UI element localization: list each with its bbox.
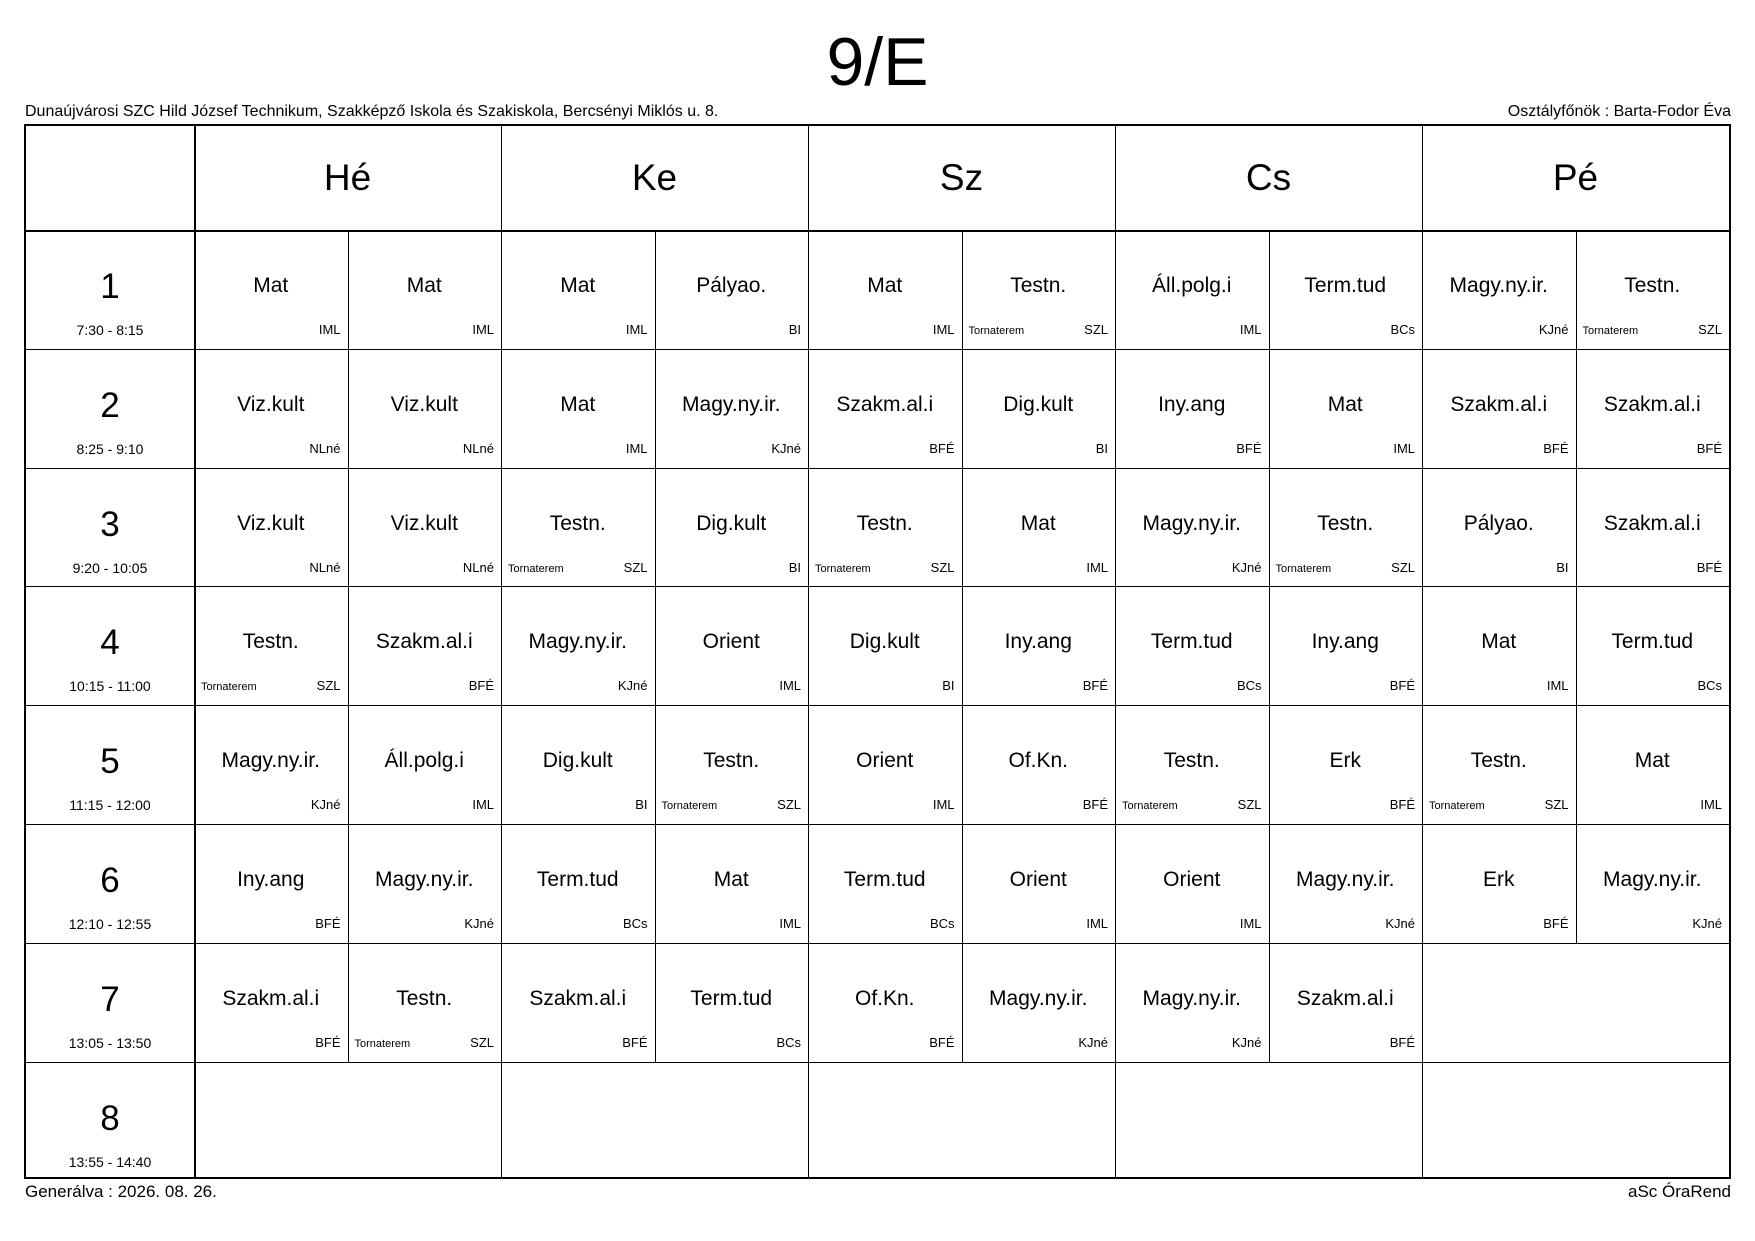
lesson-divider (1576, 468, 1577, 587)
lesson-subject: Szakm.al.i (375, 630, 473, 654)
lesson-teacher: BFÉ (1389, 797, 1415, 813)
lesson-divider (655, 943, 656, 1062)
class-title: 9/E (826, 24, 929, 100)
lesson-subject: Orient (1163, 868, 1221, 891)
day-header: Ke (631, 157, 678, 198)
lesson-cell (1269, 705, 1423, 824)
lesson-teacher: SZL (1544, 797, 1569, 813)
lesson-cell (1269, 349, 1423, 468)
period-time: 9:20 - 10:05 (72, 559, 148, 576)
lesson-divider (348, 230, 349, 349)
lesson-teacher: IML (1700, 797, 1722, 813)
lesson-teacher: BFÉ (315, 1034, 341, 1050)
lesson-cell (348, 824, 502, 943)
lesson-subject: Szakm.al.i (222, 986, 320, 1010)
lesson-subject: Term.tud (1611, 630, 1694, 654)
lesson-divider (655, 824, 656, 943)
period-time: 13:05 - 13:50 (68, 1034, 152, 1051)
lesson-cell (1269, 943, 1423, 1062)
period-time: 7:30 - 8:15 (76, 322, 144, 338)
school-name: Dunaújvárosi SZC Hild József Technikum, Szakképző Iskola és Szakiskola, Bercsényi Miklós u. 8. (25, 103, 719, 120)
lesson-cell (194, 349, 348, 468)
lesson-subject: Orient (1009, 868, 1067, 891)
lesson-divider (348, 468, 349, 587)
lesson-subject: Iny.ang (1311, 630, 1379, 654)
lesson-cell (808, 468, 962, 587)
lesson-subject: Testn. (396, 986, 453, 1010)
row-divider (26, 705, 1729, 706)
lesson-teacher: BI (1095, 440, 1108, 456)
lesson-teacher: KJné (1538, 322, 1569, 337)
lesson-teacher: BFÉ (1696, 559, 1722, 575)
lesson-subject: Term.tud (1150, 630, 1233, 654)
lesson-teacher: NLné (309, 440, 341, 456)
row-divider (26, 943, 1729, 944)
class-teacher: Osztályfőnök : Barta-Fodor Éva (1507, 103, 1731, 120)
lesson-cell (194, 468, 348, 587)
lesson-subject: Magy.ny.ir. (528, 630, 627, 654)
period-time: 10:15 - 11:00 (69, 678, 151, 695)
lesson-cell (655, 824, 809, 943)
lesson-divider (348, 705, 349, 824)
lesson-cell (962, 586, 1116, 705)
lesson-subject: Magy.ny.ir. (1603, 868, 1702, 891)
lesson-teacher: BFÉ (1236, 440, 1262, 456)
lesson-divider (1576, 824, 1577, 943)
lesson-subject: Testn. (1624, 274, 1681, 297)
lesson-divider (348, 586, 349, 705)
lesson-teacher: IML (779, 678, 801, 694)
lesson-subject: Mat (1020, 511, 1056, 535)
lesson-divider (1269, 468, 1270, 587)
lesson-teacher: KJné (1692, 916, 1722, 931)
lesson-teacher: IML (779, 916, 801, 931)
lesson-cell (194, 586, 348, 705)
lesson-teacher: BFÉ (929, 1034, 955, 1050)
lesson-teacher: BFÉ (1543, 916, 1569, 931)
lesson-subject: Szakm.al.i (1603, 511, 1701, 535)
row-divider (26, 349, 1729, 350)
lesson-cell (194, 824, 348, 943)
lesson-subject: Testn. (703, 749, 760, 773)
lesson-divider (348, 349, 349, 468)
period-number: 4 (100, 623, 120, 663)
lesson-subject: Mat (867, 274, 903, 297)
lesson-cell (1269, 824, 1423, 943)
day-divider (1422, 126, 1423, 1177)
lesson-room: Tornaterem (968, 325, 1025, 337)
lesson-cell (1422, 349, 1576, 468)
lesson-cell (348, 586, 502, 705)
lesson-cell (1269, 230, 1423, 349)
lesson-room: Tornaterem (354, 1037, 411, 1050)
lesson-cell (655, 230, 809, 349)
lesson-teacher: BCs (1390, 322, 1415, 337)
lesson-divider (1576, 230, 1577, 349)
timetable-grid (24, 124, 1731, 1179)
lesson-subject: Mat (253, 274, 289, 297)
lesson-subject: Magy.ny.ir. (1296, 868, 1395, 891)
lesson-subject: Of.Kn. (1008, 749, 1069, 773)
period-number: 2 (100, 385, 120, 425)
lesson-teacher: BFÉ (1696, 440, 1722, 456)
lesson-room: Tornaterem (1122, 800, 1178, 813)
lesson-subject: Testn. (1010, 274, 1067, 297)
lesson-teacher: KJné (464, 916, 494, 931)
lesson-cell (501, 824, 655, 943)
lesson-subject: Testn. (1163, 749, 1220, 773)
lesson-subject: Term.tud (1304, 274, 1387, 297)
period-number: 8 (100, 1098, 120, 1138)
lesson-cell (808, 349, 962, 468)
day-header: Sz (939, 157, 984, 198)
lesson-cell (1115, 586, 1269, 705)
lesson-subject: Pályao. (696, 274, 767, 297)
lesson-subject: Mat (1634, 749, 1670, 773)
lesson-cell (501, 230, 655, 349)
lesson-cell (1269, 468, 1423, 587)
row-divider (26, 1062, 1729, 1063)
period-time: 8:25 - 9:10 (76, 440, 144, 457)
lesson-divider (962, 468, 963, 587)
lesson-teacher: IML (1086, 559, 1108, 575)
lesson-teacher: IML (1546, 678, 1569, 694)
lesson-teacher: KJné (1385, 916, 1415, 931)
lesson-divider (962, 705, 963, 824)
lesson-teacher: IML (1239, 916, 1262, 931)
lesson-room: Tornaterem (1275, 562, 1332, 575)
lesson-teacher: IML (625, 440, 648, 456)
lesson-subject: Testn. (856, 511, 913, 535)
lesson-divider (655, 230, 656, 349)
lesson-teacher: BFÉ (1082, 678, 1108, 694)
lesson-cell (808, 705, 962, 824)
lesson-cell (808, 943, 962, 1062)
lesson-teacher: SZL (1237, 797, 1262, 813)
period-number: 7 (100, 979, 120, 1019)
lesson-cell (1115, 349, 1269, 468)
lesson-cell (1115, 468, 1269, 587)
lesson-divider (655, 349, 656, 468)
lesson-cell (655, 468, 809, 587)
lesson-subject: Magy.ny.ir. (989, 986, 1088, 1010)
lesson-cell (194, 705, 348, 824)
lesson-teacher: BCs (929, 916, 955, 931)
lesson-divider (1269, 824, 1270, 943)
lesson-teacher: NLné (462, 559, 494, 575)
lesson-cell (501, 586, 655, 705)
lesson-teacher: BI (1556, 559, 1569, 575)
day-divider (1115, 126, 1116, 1177)
lesson-cell (808, 586, 962, 705)
lesson-divider (962, 230, 963, 349)
lesson-cell (1115, 230, 1269, 349)
lesson-subject: Mat (1327, 392, 1363, 416)
lesson-cell (1422, 705, 1576, 824)
lesson-subject: Szakm.al.i (1450, 392, 1548, 416)
period-number: 1 (100, 267, 120, 306)
lesson-cell (808, 824, 962, 943)
lesson-subject: Viz.kult (237, 392, 305, 416)
lesson-teacher: SZL (777, 797, 801, 813)
lesson-subject: Testn. (242, 630, 299, 654)
lesson-cell (348, 943, 502, 1062)
lesson-divider (348, 824, 349, 943)
lesson-cell (655, 705, 809, 824)
lesson-teacher: BCs (622, 916, 648, 931)
day-header: Cs (1245, 157, 1292, 198)
lesson-teacher: SZL (470, 1034, 494, 1050)
period-number: 3 (100, 504, 120, 544)
lesson-teacher: NLné (309, 559, 341, 575)
lesson-subject: Testn. (1470, 749, 1527, 773)
lesson-subject: Iny.ang (237, 868, 305, 891)
lesson-subject: Iny.ang (1158, 392, 1226, 416)
lesson-cell (1576, 586, 1730, 705)
lesson-subject: Term.tud (843, 868, 926, 891)
period-time: 12:10 - 12:55 (68, 916, 152, 932)
lesson-cell (655, 349, 809, 468)
period-time: 13:55 - 14:40 (68, 1153, 152, 1170)
lesson-subject: Magy.ny.ir. (1449, 274, 1548, 297)
lesson-cell (348, 468, 502, 587)
lesson-divider (348, 943, 349, 1062)
lesson-subject: Mat (560, 392, 596, 416)
lesson-divider (962, 824, 963, 943)
lesson-cell (1422, 586, 1576, 705)
lesson-cell (1422, 824, 1576, 943)
lesson-teacher: KJné (771, 440, 801, 456)
lesson-teacher: BFÉ (468, 678, 494, 694)
lesson-subject: Viz.kult (390, 511, 458, 535)
lesson-teacher: NLné (462, 440, 494, 456)
lesson-divider (655, 468, 656, 587)
lesson-cell (194, 230, 348, 349)
lesson-teacher: BFÉ (1389, 678, 1415, 694)
lesson-room: Tornaterem (508, 562, 564, 575)
lesson-subject: Szakm.al.i (836, 392, 934, 416)
row-divider (26, 586, 1729, 587)
lesson-subject: Viz.kult (237, 511, 305, 535)
lesson-teacher: KJné (1078, 1034, 1108, 1050)
lesson-cell (962, 705, 1116, 824)
lesson-subject: Szakm.al.i (1296, 986, 1394, 1010)
lesson-subject: Magy.ny.ir. (682, 392, 781, 416)
lesson-divider (1269, 943, 1270, 1062)
lesson-subject: Orient (702, 630, 760, 654)
lesson-subject: Of.Kn. (854, 986, 915, 1010)
lesson-room: Tornaterem (1429, 800, 1485, 813)
lesson-teacher: BFÉ (1543, 440, 1569, 456)
lesson-teacher: SZL (623, 559, 648, 575)
lesson-cell (1115, 824, 1269, 943)
lesson-subject: Szakm.al.i (529, 986, 627, 1010)
lesson-teacher: IML (625, 322, 648, 337)
lesson-subject: Erk (1483, 868, 1515, 891)
lesson-subject: Term.tud (690, 986, 773, 1010)
lesson-teacher: KJné (1231, 1034, 1262, 1050)
lesson-cell (348, 705, 502, 824)
lesson-divider (1576, 705, 1577, 824)
lesson-cell (962, 468, 1116, 587)
lesson-cell (1576, 824, 1730, 943)
lesson-cell (1115, 943, 1269, 1062)
day-divider (501, 126, 502, 1177)
period-time: 11:15 - 12:00 (69, 797, 151, 814)
lesson-cell (962, 230, 1116, 349)
lesson-subject: Erk (1329, 749, 1361, 773)
lesson-subject: Mat (1481, 630, 1517, 654)
lesson-teacher: IML (1086, 916, 1108, 931)
lesson-subject: Mat (406, 274, 442, 297)
lesson-teacher: BCs (1697, 678, 1722, 694)
lesson-divider (655, 586, 656, 705)
lesson-cell (501, 705, 655, 824)
lesson-room: Tornaterem (201, 681, 257, 694)
lesson-cell (1115, 705, 1269, 824)
lesson-teacher: IML (932, 322, 955, 337)
lesson-cell (808, 230, 962, 349)
lesson-teacher: IML (472, 797, 494, 813)
lesson-teacher: BFÉ (315, 916, 341, 931)
lesson-teacher: BFÉ (1389, 1034, 1415, 1050)
lesson-subject: Viz.kult (390, 392, 458, 416)
lesson-teacher: KJné (310, 797, 341, 813)
period-number: 5 (100, 742, 120, 782)
lesson-teacher: SZL (1084, 322, 1108, 337)
lesson-teacher: SZL (316, 678, 341, 694)
lesson-cell (501, 943, 655, 1062)
header-divider (26, 230, 1729, 232)
lesson-teacher: IML (932, 797, 955, 813)
lesson-room: Tornaterem (815, 562, 871, 575)
day-header: Hé (323, 157, 372, 198)
lesson-divider (1576, 586, 1577, 705)
lesson-divider (962, 943, 963, 1062)
lesson-teacher: BCs (776, 1034, 801, 1050)
lesson-teacher: IML (1393, 440, 1415, 456)
lesson-teacher: SZL (1698, 322, 1722, 337)
lesson-cell (1576, 230, 1730, 349)
lesson-cell (194, 943, 348, 1062)
lesson-subject: Testn. (1317, 511, 1374, 535)
lesson-subject: Magy.ny.ir. (1142, 511, 1241, 535)
lesson-teacher: KJné (617, 678, 648, 694)
lesson-cell (1576, 705, 1730, 824)
period-column-divider (194, 126, 196, 1177)
lesson-teacher: BI (635, 797, 648, 813)
lesson-divider (1269, 705, 1270, 824)
lesson-subject: Áll.polg.i (384, 749, 464, 773)
row-divider (26, 468, 1729, 469)
lesson-teacher: IML (472, 322, 494, 337)
lesson-teacher: BI (788, 322, 801, 337)
period-number: 6 (100, 861, 120, 900)
lesson-subject: Szakm.al.i (1603, 392, 1701, 416)
generated-date: Generálva : 2026. 08. 26. (25, 1182, 217, 1201)
lesson-divider (1269, 586, 1270, 705)
lesson-subject: Magy.ny.ir. (375, 868, 474, 891)
lesson-subject: Orient (856, 749, 914, 773)
lesson-cell (1576, 349, 1730, 468)
lesson-cell (1269, 586, 1423, 705)
lesson-cell (655, 586, 809, 705)
lesson-cell (501, 349, 655, 468)
lesson-divider (962, 586, 963, 705)
lesson-cell (1422, 230, 1576, 349)
lesson-subject: Dig.kult (1003, 392, 1074, 416)
day-header: Pé (1552, 157, 1599, 198)
lesson-room: Tornaterem (1582, 325, 1639, 337)
lesson-teacher: BFÉ (622, 1034, 648, 1050)
lesson-teacher: IML (1239, 322, 1262, 337)
lesson-subject: Mat (560, 274, 596, 297)
lesson-cell (962, 824, 1116, 943)
lesson-room: Tornaterem (661, 800, 718, 813)
lesson-teacher: BCs (1236, 678, 1262, 694)
lesson-subject: Iny.ang (1004, 630, 1072, 654)
software-name: aSc ÓraRend (1628, 1182, 1731, 1201)
lesson-teacher: IML (318, 322, 341, 337)
lesson-subject: Dig.kult (849, 630, 920, 654)
lesson-divider (1269, 230, 1270, 349)
lesson-subject: Áll.polg.i (1152, 274, 1232, 297)
day-divider (808, 126, 809, 1177)
lesson-teacher: BFÉ (1082, 797, 1108, 813)
lesson-teacher: BI (788, 559, 801, 575)
lesson-subject: Mat (713, 868, 749, 891)
lesson-cell (962, 943, 1116, 1062)
lesson-teacher: BFÉ (929, 440, 955, 456)
lesson-cell (1576, 468, 1730, 587)
lesson-cell (655, 943, 809, 1062)
lesson-divider (962, 349, 963, 468)
lesson-divider (655, 705, 656, 824)
lesson-subject: Magy.ny.ir. (1142, 986, 1241, 1010)
lesson-subject: Testn. (549, 511, 606, 535)
lesson-cell (1422, 468, 1576, 587)
lesson-subject: Pályao. (1463, 511, 1534, 535)
lesson-cell (962, 349, 1116, 468)
lesson-teacher: KJné (1231, 559, 1262, 575)
lesson-subject: Term.tud (536, 868, 619, 891)
lesson-subject: Dig.kult (696, 511, 767, 535)
lesson-cell (348, 349, 502, 468)
lesson-subject: Dig.kult (542, 749, 613, 773)
lesson-subject: Magy.ny.ir. (221, 749, 320, 773)
lesson-divider (1576, 349, 1577, 468)
lesson-teacher: BI (942, 678, 955, 694)
lesson-teacher: SZL (1391, 559, 1415, 575)
lesson-teacher: SZL (930, 559, 955, 575)
lesson-cell (501, 468, 655, 587)
row-divider (26, 824, 1729, 825)
lesson-cell (348, 230, 502, 349)
lesson-divider (1269, 349, 1270, 468)
